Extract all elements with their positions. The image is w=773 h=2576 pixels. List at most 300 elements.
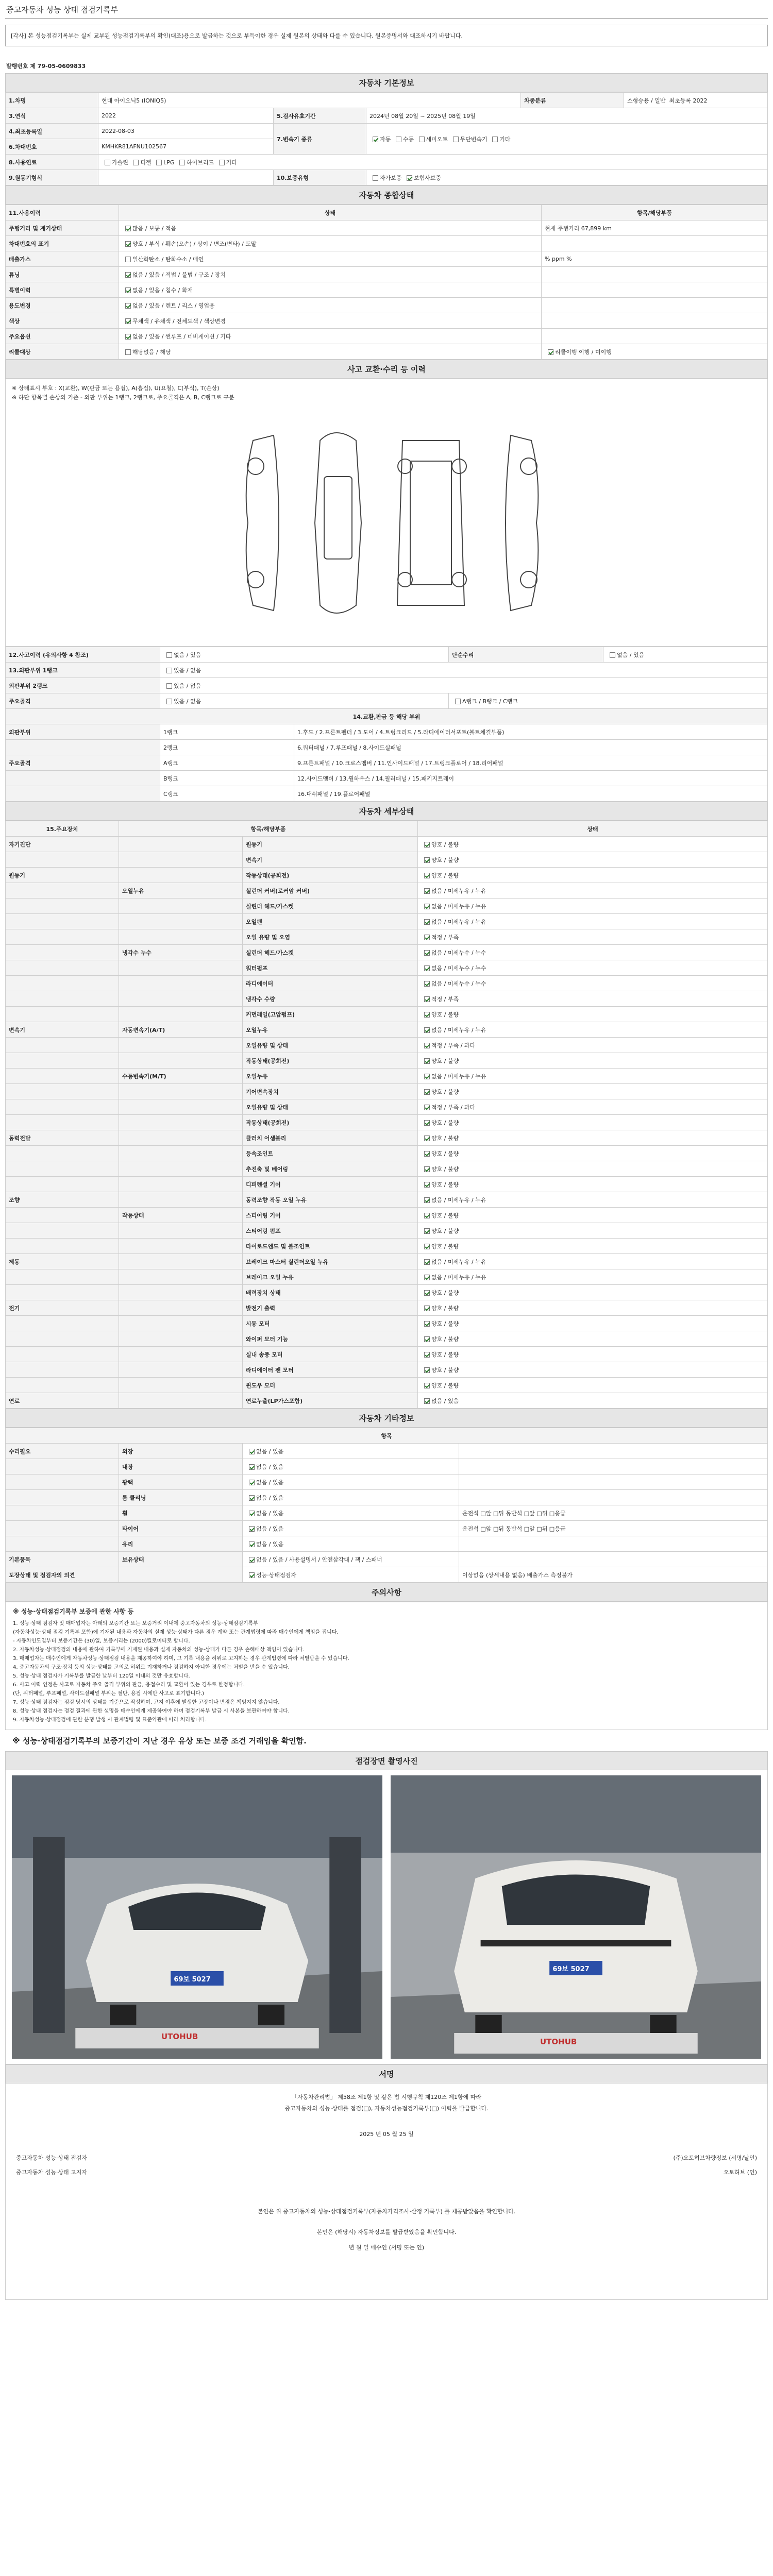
cell-item: 외장 — [119, 1444, 243, 1459]
notes-lines — [13, 1619, 760, 1724]
cell-item: 유리 — [119, 1536, 243, 1552]
notifier-label: 중고자동차 성능·상태 고지자 — [16, 2169, 88, 2176]
cell-g — [6, 1459, 119, 1475]
checkbox-icon — [249, 1557, 255, 1563]
checkbox-icon — [424, 965, 430, 971]
checkbox-icon — [424, 1074, 430, 1079]
cell-g: 자기진단 — [6, 837, 119, 852]
cell-st: 적정 / 부족 — [418, 929, 768, 945]
value-year: 2022 — [98, 108, 274, 124]
parts-group: 외판부위 — [6, 724, 160, 740]
cell-item: 커먼레일(고압펌프) — [243, 1007, 418, 1022]
checkbox-icon — [424, 842, 430, 848]
table-header-row — [6, 821, 768, 837]
cell-sub — [119, 1146, 243, 1161]
cell-sub — [119, 1115, 243, 1130]
table-row — [6, 899, 768, 914]
cell-st: 양호 / 불량 — [418, 1347, 768, 1362]
cell-sub — [119, 976, 243, 991]
cell-st: 없음 / 있음 — [243, 1521, 459, 1536]
cell-ex — [459, 1552, 768, 1567]
cell-st: 양호 / 불량 — [418, 1316, 768, 1331]
cell-sub — [119, 852, 243, 868]
parts-rank: B랭크 — [160, 771, 294, 786]
buyer-signature: 년 월 일 매수인 (서명 또는 인) — [348, 2244, 425, 2251]
table-row — [6, 1505, 768, 1521]
cell-item: 오일 유량 및 오염 — [243, 929, 418, 945]
checkbox-icon — [424, 1012, 430, 1018]
section-sign: 서명 — [5, 2064, 768, 2083]
label-rank: 13.외판부위 1랭크 — [6, 663, 160, 678]
cell-g — [6, 1146, 119, 1161]
label-rank: 주요골격 — [6, 693, 160, 709]
cell-g — [6, 1038, 119, 1053]
cell-g — [6, 960, 119, 976]
label-fuel: 8.사용연료 — [6, 155, 98, 170]
cell-g: 기본품목 — [6, 1552, 119, 1567]
checkbox-icon — [125, 303, 131, 309]
parts-group: 주요골격 — [6, 755, 160, 771]
checkbox-icon — [453, 137, 459, 142]
cell-st: 양호 / 불량 — [418, 1378, 768, 1393]
cell-st: 양호 / 불량 — [418, 1115, 768, 1130]
signature-box — [5, 2083, 768, 2300]
cell-ex: 운전석 □앞 □뒤 동반석 □앞 □뒤 □응급 — [459, 1505, 768, 1521]
parts-rank: C랭크 — [160, 786, 294, 802]
label-first-reg: 4.최초등록일 — [6, 124, 98, 139]
checkbox-icon — [249, 1464, 255, 1470]
parts-rank: 2랭크 — [160, 740, 294, 755]
parts-subhead: 14.교환,판금 등 해당 부위 — [6, 709, 768, 724]
accident-table — [5, 647, 768, 802]
table-row — [6, 1378, 768, 1393]
cell-g: 조향 — [6, 1192, 119, 1208]
cell-item: 워터펌프 — [243, 960, 418, 976]
overall-head-usage: 11.사용이력 — [6, 205, 119, 221]
cell-st: 양호 / 불량 — [418, 1331, 768, 1347]
table-row — [6, 1130, 768, 1146]
cell-item: 라디에이터 팬 모터 — [243, 1362, 418, 1378]
cell-g — [6, 1177, 119, 1192]
cell-item: 내장 — [119, 1459, 243, 1475]
table-row — [6, 1192, 768, 1208]
cell-st: 없음 / 있음 / 사용설명서 / 안전삼각대 / 잭 / 스패너 — [243, 1552, 459, 1567]
checkbox-icon — [407, 175, 412, 181]
cell-g — [6, 1161, 119, 1177]
table-row — [6, 1459, 768, 1475]
checkbox-icon — [424, 1027, 430, 1033]
checkbox-icon — [424, 1213, 430, 1218]
cell-item: 스티어링 펌프 — [243, 1223, 418, 1239]
value-car-name: 현대 아이오닉5 (IONIQ5) — [98, 93, 521, 108]
car-outline-icon — [232, 420, 552, 626]
cell-g: 동력전달 — [6, 1130, 119, 1146]
parts-group — [6, 786, 160, 802]
overall-row-options: 해당없음 / 해당 — [119, 344, 542, 360]
overall-row-label: 주요옵션 — [6, 329, 119, 344]
cell-g — [6, 883, 119, 899]
overall-row-extra — [542, 282, 768, 298]
overall-row-label: 리콜대상 — [6, 344, 119, 360]
checkbox-icon — [219, 160, 225, 165]
table-row — [6, 1300, 768, 1316]
cell-item: 클러치 어셈블리 — [243, 1130, 418, 1146]
table-row — [6, 1393, 768, 1409]
cell-g — [6, 976, 119, 991]
table-row — [6, 868, 768, 883]
table-row — [6, 1444, 768, 1459]
cell-item: 오일팬 — [243, 914, 418, 929]
cell-g — [6, 1475, 119, 1490]
checkbox-icon — [424, 1321, 430, 1327]
cell-item: 오일누유 — [243, 1069, 418, 1084]
checkbox-icon — [610, 652, 615, 658]
checkbox-icon — [125, 226, 131, 231]
checkbox-icon — [249, 1495, 255, 1501]
cell-item: 스티어링 기어 — [243, 1208, 418, 1223]
value-vin: KMHKR81AFNU102567 — [98, 139, 274, 155]
cell-g — [6, 1347, 119, 1362]
cell-item: 배력장치 상태 — [243, 1285, 418, 1300]
cell-item: 발전기 출력 — [243, 1300, 418, 1316]
cell-g — [6, 945, 119, 960]
cell-sub — [119, 1269, 243, 1285]
checkbox-icon — [166, 699, 172, 704]
checkbox-icon — [125, 287, 131, 293]
document-title: 중고자동차 성능 상태 점검기록부 — [5, 0, 768, 19]
cell-ex — [459, 1444, 768, 1459]
table-row — [6, 1146, 768, 1161]
cell-item: 윈도우 모터 — [243, 1378, 418, 1393]
table-row — [6, 1208, 768, 1223]
parts-items: 9.프론트패널 / 10.크로스멤버 / 11.인사이드패널 / 17.트렁크플로어 / 18.리어패널 — [294, 755, 768, 771]
cell-g: 도장상태 및 점검자의 의견 — [6, 1567, 119, 1583]
cell-sub — [119, 1007, 243, 1022]
cell-g — [6, 1208, 119, 1223]
notes-box — [5, 1602, 768, 1730]
checkbox-icon — [424, 1197, 430, 1203]
frame-rank-options: A랭크 / B랭크 / C랭크 — [449, 693, 768, 709]
cell-st: 없음 / 미세누수 / 누수 — [418, 960, 768, 976]
cell-g: 원동기 — [6, 868, 119, 883]
cell-st: 양호 / 불량 — [418, 1161, 768, 1177]
car-photo-icon — [12, 1775, 382, 2059]
overall-row-options: 없음 / 있음 / 렌트 / 리스 / 영업용 — [119, 298, 542, 313]
cell-st: 없음 / 미세누유 / 누유 — [418, 1192, 768, 1208]
note-line: 7. 성능·상태 점검자는 점검 당시의 상태를 기준으로 작성하며, 고지 이후에 발생한 고장이나 변경은 책임지지 않습니다. — [13, 1700, 280, 1705]
cell-g — [6, 1239, 119, 1254]
cell-sub — [119, 1223, 243, 1239]
cell-st: 없음 / 미세누유 / 누유 — [418, 1069, 768, 1084]
cell-sub — [119, 1285, 243, 1300]
label-transmission: 7.변속기 종류 — [274, 124, 366, 155]
checkbox-icon — [125, 334, 131, 340]
table-row — [6, 852, 768, 868]
cell-st: 양호 / 불량 — [418, 1177, 768, 1192]
note-line: (자동차성능·상태 점검 기록부 포함)에 기재된 내용과 자동차의 실제 성능·상태가 다른 경우 계약 또는 관계법령에 따라 매수인에게 책임을 집니다. — [13, 1630, 339, 1635]
sign-date: 2025 년 05 월 25 일 — [359, 2131, 414, 2138]
cell-item: 실린더 헤드/가스켓 — [243, 899, 418, 914]
accident-options: 없음 / 있음 — [160, 647, 449, 663]
checkbox-icon — [424, 996, 430, 1002]
checkbox-icon — [424, 857, 430, 863]
checkbox-icon — [249, 1449, 255, 1454]
section-overall: 자동차 종합상태 — [5, 185, 768, 205]
checkbox-icon — [419, 137, 425, 142]
cell-g — [6, 1378, 119, 1393]
fuel-options: 가솔린 디젤 LPG 하이브리드 기타 — [98, 155, 768, 170]
checkbox-icon — [179, 160, 185, 165]
cell-sub — [119, 1347, 243, 1362]
checkbox-icon — [249, 1526, 255, 1532]
cell-sub: 오일누유 — [119, 883, 243, 899]
brand-label: UTOHUB — [161, 2032, 198, 2041]
overall-row-extra: 현재 주행거리 67,899 km — [542, 221, 768, 236]
table-row — [6, 1567, 768, 1583]
cell-st: 없음 / 미세누유 / 누유 — [418, 883, 768, 899]
cell-sub — [119, 1254, 243, 1269]
parts-items: 6.쿼터패널 / 7.루프패널 / 8.사이드실패널 — [294, 740, 768, 755]
cell-sub — [119, 1192, 243, 1208]
cell-st: 없음 / 미세누수 / 누수 — [418, 976, 768, 991]
cell-st: 양호 / 불량 — [418, 1208, 768, 1223]
table-row — [6, 1269, 768, 1285]
cell-sub — [119, 914, 243, 929]
cell-sub: 수동변속기(M/T) — [119, 1069, 243, 1084]
table-row — [6, 1022, 768, 1038]
cell-st: 양호 / 불량 — [418, 1362, 768, 1378]
parts-rank: 1랭크 — [160, 724, 294, 740]
value-first-reg: 2022-08-03 — [98, 124, 274, 139]
note-line: 4. 중고자동차의 구조·장치 등의 성능·상태를 고의로 허위로 기재하거나 점검하지 아니한 경우에는 처벌을 받을 수 있습니다. — [13, 1665, 290, 1670]
label-car-name: 1.차명 — [6, 93, 98, 108]
parts-group — [6, 771, 160, 786]
cell-g — [6, 929, 119, 945]
overall-row-options: 양호 / 부식 / 훼손(오손) / 상이 / 변조(변타) / 도말 — [119, 236, 542, 251]
checkbox-icon — [166, 683, 172, 689]
overall-row-options: 없음 / 있음 / 썬루프 / 네비게이션 / 기타 — [119, 329, 542, 344]
overall-head-item: 항목/해당부품 — [542, 205, 768, 221]
label-year: 3.연식 — [6, 108, 98, 124]
cell-g — [6, 1490, 119, 1505]
checkbox-icon — [424, 1398, 430, 1404]
cell-sub — [119, 1177, 243, 1192]
note-line: 3. 매매업자는 매수인에게 자동차성능·상태점검 내용을 제공하여야 하며, 그 기록 내용을 허위로 고지하는 경우 관계법령에 따라 처벌받을 수 있습니다. — [13, 1656, 349, 1662]
cell-ex — [459, 1475, 768, 1490]
table-row — [6, 914, 768, 929]
label-accident-history: 12.사고이력 (유의사항 4 참조) — [6, 647, 160, 663]
cell-st: 양호 / 불량 — [418, 1007, 768, 1022]
warranty-warning: ※ 성능·상태점검기록부의 보증기간이 지난 경우 유상 또는 보증 조건 거래임을 확인함. — [12, 1736, 307, 1745]
sign-statement — [16, 2092, 757, 2114]
cell-item: 변속기 — [243, 852, 418, 868]
parts-rank: A랭크 — [160, 755, 294, 771]
cell-st: 없음 / 있음 — [418, 1393, 768, 1409]
section-accident: 사고 교환·수리 등 이력 — [5, 360, 768, 379]
cell-sub — [119, 1362, 243, 1378]
cell-item: 휠 — [119, 1505, 243, 1521]
transmission-options: 자동 수동 세미오토 무단변속기 기타 — [366, 124, 768, 155]
checkbox-icon — [424, 1136, 430, 1141]
license-plate: 69보 5027 — [552, 1965, 590, 1973]
cell-sub — [119, 837, 243, 852]
cell-st: 적정 / 부족 / 과다 — [418, 1038, 768, 1053]
cell-g — [6, 1362, 119, 1378]
cell-g — [6, 991, 119, 1007]
cell-st: 없음 / 있음 — [243, 1475, 459, 1490]
section-basic: 자동차 기본정보 — [5, 73, 768, 92]
checkbox-icon — [249, 1511, 255, 1516]
table-row — [6, 1239, 768, 1254]
checkbox-icon — [166, 652, 172, 658]
overall-head-state: 상태 — [119, 205, 542, 221]
cell-ex — [459, 1459, 768, 1475]
cell-item: 연료누출(LP가스포함) — [243, 1393, 418, 1409]
label-simple-repair: 단순수리 — [449, 647, 603, 663]
cell-st: 성능·상태점검자 — [243, 1567, 459, 1583]
cell-g: 전기 — [6, 1300, 119, 1316]
checkbox-icon — [424, 919, 430, 925]
overall-row-extra — [542, 298, 768, 313]
cell-sub — [119, 1084, 243, 1099]
cell-item: 브레이크 마스터 실린더오일 누유 — [243, 1254, 418, 1269]
value-car-class: 소형승용 / 일반 최초등록 2022 — [624, 93, 768, 108]
cell-st: 적정 / 부족 — [418, 991, 768, 1007]
misc-head: 항목 — [6, 1428, 768, 1444]
table-row — [6, 991, 768, 1007]
value-engine — [98, 170, 274, 185]
overall-row-label: 특별이력 — [6, 282, 119, 298]
checkbox-icon — [249, 1541, 255, 1547]
cell-sub — [119, 960, 243, 976]
overall-row-extra — [542, 313, 768, 329]
checkbox-icon — [548, 349, 553, 355]
cell-item: 오일유량 및 상태 — [243, 1099, 418, 1115]
cell-g: 연료 — [6, 1393, 119, 1409]
cell-sub — [119, 1053, 243, 1069]
rank-options: 있음 / 없음 — [160, 693, 449, 709]
cell-ex: 운전석 □앞 □뒤 동반석 □앞 □뒤 □응급 — [459, 1521, 768, 1536]
cell-ex: 이상없음 (상세내용 없음) 배출가스 측정불가 — [459, 1567, 768, 1583]
inspection-photo-front — [12, 1775, 382, 2059]
checkbox-icon — [424, 950, 430, 956]
cell-item: 실린더 헤드/가스켓 — [243, 945, 418, 960]
sign-line: 「자동차관리법」 제58조 제1항 및 같은 법 시행규칙 제120조 제1항에 따라 — [291, 2094, 482, 2100]
cell-st: 양호 / 불량 — [418, 1285, 768, 1300]
table-row — [6, 1536, 768, 1552]
checkbox-icon — [166, 668, 172, 673]
overall-row-extra: % ppm % — [542, 251, 768, 267]
cell-st: 양호 / 불량 — [418, 1130, 768, 1146]
table-row — [6, 929, 768, 945]
cell-g: 수리필요 — [6, 1444, 119, 1459]
checkbox-icon — [424, 904, 430, 909]
cell-sub: 자동변속기(A/T) — [119, 1022, 243, 1038]
cell-sub — [119, 929, 243, 945]
checkbox-icon — [249, 1480, 255, 1485]
inspection-photo-rear — [391, 1775, 761, 2059]
cell-sub — [119, 1378, 243, 1393]
cell-item: 보유상태 — [119, 1552, 243, 1567]
checkbox-icon — [424, 1352, 430, 1358]
overall-row-extra — [542, 329, 768, 344]
table-row — [6, 837, 768, 852]
note-line: 1. 성능·상태 점검자 및 매매업자는 아래의 보증기간 또는 보증거리 이내에 중고자동차의 성능·상태점검기록부 — [13, 1621, 258, 1626]
table-row — [6, 976, 768, 991]
checkbox-icon — [424, 1228, 430, 1234]
label-engine: 9.원동기형식 — [6, 170, 98, 185]
cell-item: 타이로드엔드 및 볼조인트 — [243, 1239, 418, 1254]
cell-sub — [119, 1099, 243, 1115]
cell-st: 없음 / 미세누유 / 누유 — [418, 899, 768, 914]
cell-st: 없음 / 있음 — [243, 1459, 459, 1475]
label-car-class: 차종분류 — [521, 93, 624, 108]
sign-row — [16, 2154, 757, 2162]
parts-items: 16.대쉬패널 / 19.플로어패널 — [294, 786, 768, 802]
note-line: 9. 자동차성능·상태점검에 관한 분쟁 발생 시 관계법령 및 표준약관에 따라 처리합니다. — [13, 1717, 207, 1723]
detail-head: 15.주요장치 — [6, 821, 119, 837]
checkbox-icon — [396, 137, 401, 142]
cell-sub — [119, 1239, 243, 1254]
cell-item — [119, 1567, 243, 1583]
cell-st: 양호 / 불량 — [418, 1300, 768, 1316]
overall-row-options: 일산화탄소 / 탄화수소 / 매연 — [119, 251, 542, 267]
car-photo-icon — [391, 1775, 761, 2059]
cell-st: 양호 / 불량 — [418, 1146, 768, 1161]
cell-sub — [119, 899, 243, 914]
cell-sub — [119, 1130, 243, 1146]
section-detail: 자동차 세부상태 — [5, 802, 768, 821]
detail-head: 항목/해당부품 — [119, 821, 418, 837]
cell-item: 냉각수 수량 — [243, 991, 418, 1007]
simple-repair-options: 없음 / 있음 — [603, 647, 768, 663]
table-row — [6, 1475, 768, 1490]
cell-item: 기어변속장치 — [243, 1084, 418, 1099]
section-notes: 주의사항 — [5, 1583, 768, 1602]
buyer-confirm: 본인은 위 중고자동차의 성능·상태점검기록부(자동차가격조사·산정 기록부) 를 제공받았음을 확인합니다. — [257, 2208, 516, 2215]
cell-g — [6, 1269, 119, 1285]
brand-label: UTOHUB — [540, 2037, 577, 2046]
checkbox-icon — [156, 160, 162, 165]
cell-g — [6, 1115, 119, 1130]
sign-row — [16, 2168, 757, 2176]
detail-head: 상태 — [418, 821, 768, 837]
table-row — [6, 1053, 768, 1069]
cell-g — [6, 1084, 119, 1099]
cell-item: 작동상태(공회전) — [243, 1115, 418, 1130]
cell-item: 원동기 — [243, 837, 418, 852]
checkbox-icon — [424, 1275, 430, 1280]
cell-item: 오일유량 및 상태 — [243, 1038, 418, 1053]
checkbox-icon — [455, 699, 461, 704]
checkbox-icon — [105, 160, 110, 165]
cell-sub — [119, 1300, 243, 1316]
cell-item: 오일누유 — [243, 1022, 418, 1038]
table-row — [6, 1362, 768, 1378]
checkbox-icon — [424, 981, 430, 987]
overall-row-label: 배출가스 — [6, 251, 119, 267]
checkbox-icon — [492, 137, 498, 142]
certificate-number: 발행번호 제 79-05-0609833 — [6, 63, 86, 70]
value-inspection-period: 2024년 08월 20일 ~ 2025년 08월 19일 — [366, 108, 768, 124]
cell-sub — [119, 1038, 243, 1053]
cell-ex — [459, 1490, 768, 1505]
table-row — [6, 1552, 768, 1567]
checkbox-icon — [249, 1572, 255, 1578]
detail-table — [5, 821, 768, 1409]
parts-group — [6, 740, 160, 755]
label-vin: 6.차대번호 — [6, 139, 98, 155]
